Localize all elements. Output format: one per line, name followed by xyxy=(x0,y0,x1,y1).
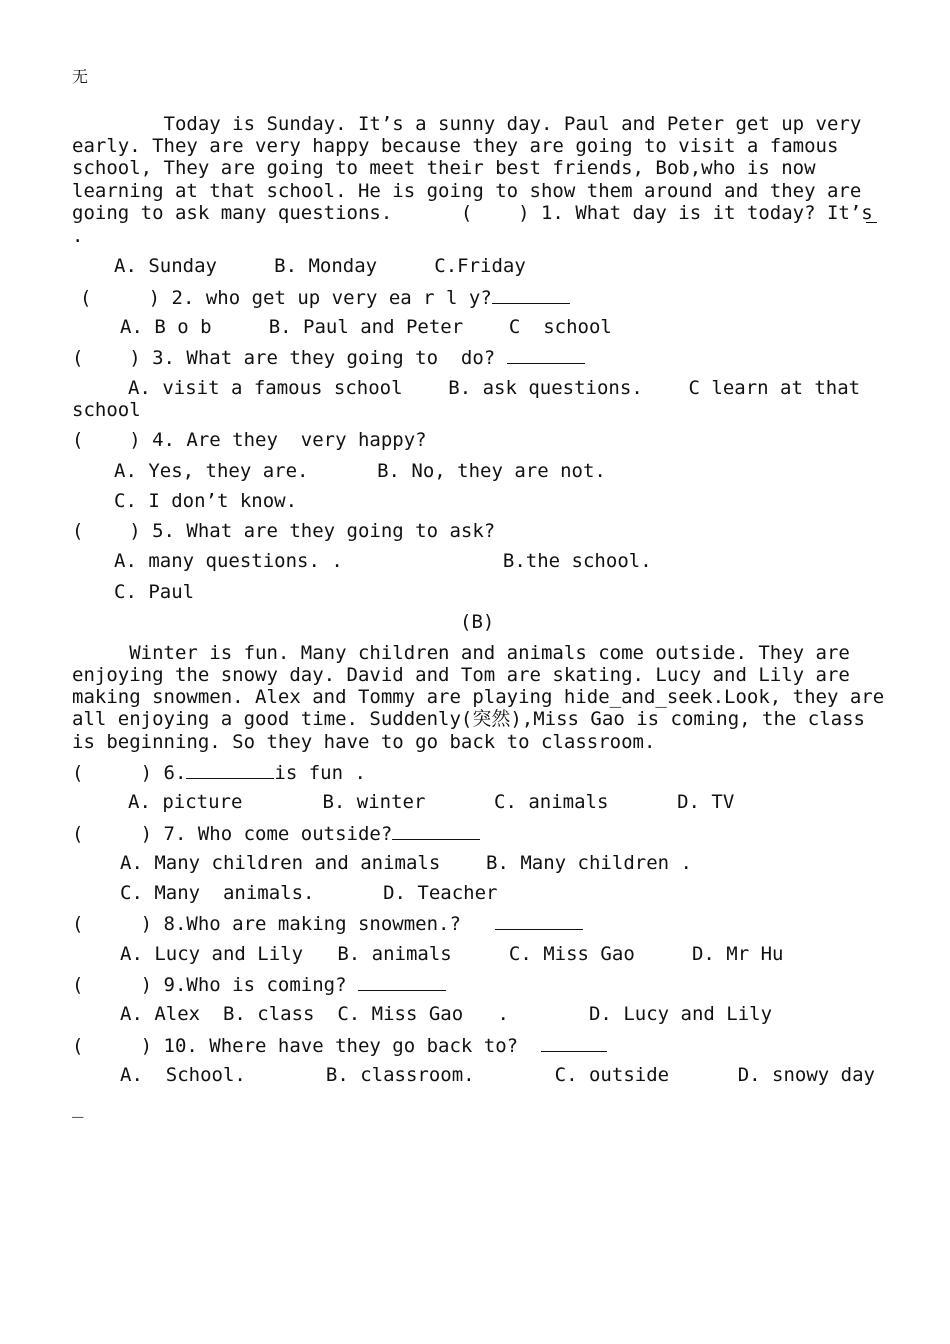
section-b-title: (B) xyxy=(460,611,495,633)
q3-options-wrap: school xyxy=(72,399,141,421)
q2-question xyxy=(80,286,570,309)
passage-b-line: making snowmen. Alex and Tommy are playing hide_and_seek.Look, they are xyxy=(72,686,885,708)
trailing-mark: _ xyxy=(72,1096,84,1118)
q8-options: A. Lucy and Lily B. animals C. Miss Gao D. Mr Hu xyxy=(120,943,784,965)
q9-question xyxy=(72,973,446,996)
answer-blank[interactable] xyxy=(186,761,274,779)
q6-question xyxy=(72,761,366,784)
passage-b-line: is beginning. So they have to go back to classroom. xyxy=(72,731,656,753)
q1-options: A. Sunday B. Monday C.Friday xyxy=(114,255,526,277)
answer-blank[interactable] xyxy=(492,286,570,304)
q4-options: C. I don’t know. xyxy=(114,490,298,512)
passage-b-line: Winter is fun. Many children and animals come outside. They are xyxy=(72,642,850,664)
answer-blank[interactable] xyxy=(392,822,480,840)
passage-a-line: school, They are going to meet their best friends, Bob,who is now xyxy=(72,157,816,179)
q3-options: A. visit a famous school B. ask questions. C learn at that xyxy=(128,377,861,399)
q7-text: ( ) 7. Who come outside? xyxy=(72,823,393,845)
q3-text: ( ) 3. What are they going to do? xyxy=(72,347,507,369)
q6-text: ( ) 6. xyxy=(72,762,187,784)
passage-a-line: Today is Sunday. It’s a sunny day. Paul and Peter get up very xyxy=(72,113,862,135)
q4-options: A. Yes, they are. B. No, they are not. xyxy=(114,460,606,482)
q7-options: C. Many animals. D. Teacher xyxy=(120,882,498,904)
q10-options: A. School. B. classroom. C. outside D. snowy day xyxy=(120,1064,875,1086)
answer-blank[interactable] xyxy=(541,1034,607,1052)
passage-a-line: . xyxy=(72,225,84,247)
answer-blank[interactable] xyxy=(507,346,585,364)
q6-text-end: is fun . xyxy=(274,762,366,784)
passage-a-line: early. They are very happy because they are going to visit a famous xyxy=(72,135,839,157)
q5-question: ( ) 5. What are they going to ask? xyxy=(72,520,496,542)
answer-blank[interactable] xyxy=(358,973,446,991)
passage-a-line: learning at that school. He is going to show them around and they are xyxy=(72,180,862,202)
q3-question xyxy=(72,346,585,369)
q5-options: C. Paul xyxy=(114,581,195,603)
header-mark: 无 xyxy=(72,67,89,86)
answer-blank[interactable] xyxy=(866,205,877,223)
q9-options: A. Alex B. class C. Miss Gao . D. Lucy and Lily xyxy=(120,1003,773,1025)
passage-a-line: going to ask many questions. ( ) 1. What day is it today? It’s xyxy=(72,202,873,224)
q4-question: ( ) 4. Are they very happy? xyxy=(72,429,427,451)
q9-text: ( ) 9.Who is coming? xyxy=(72,974,358,996)
q2-options: A. B o b B. Paul and Peter C school xyxy=(120,316,612,338)
q8-text: ( ) 8.Who are making snowmen.? xyxy=(72,913,496,935)
q7-question xyxy=(72,822,480,845)
answer-blank[interactable] xyxy=(495,912,583,930)
q7-options: A. Many children and animals B. Many children . xyxy=(120,852,692,874)
q5-options: A. many questions. . B.the school. xyxy=(114,550,652,572)
passage-b-line: enjoying the snowy day. David and Tom are skating. Lucy and Lily are xyxy=(72,664,850,686)
q2-text: ( ) 2. who get up very ea r l y? xyxy=(80,287,492,309)
q8-question xyxy=(72,912,583,935)
passage-b-line: all enjoying a good time. Suddenly(突然),Miss Gao is coming, the class xyxy=(72,708,865,730)
q10-text: ( ) 10. Where have they go back to? xyxy=(72,1035,541,1057)
q10-question xyxy=(72,1034,607,1057)
q6-options: A. picture B. winter C. animals D. TV xyxy=(128,791,735,813)
